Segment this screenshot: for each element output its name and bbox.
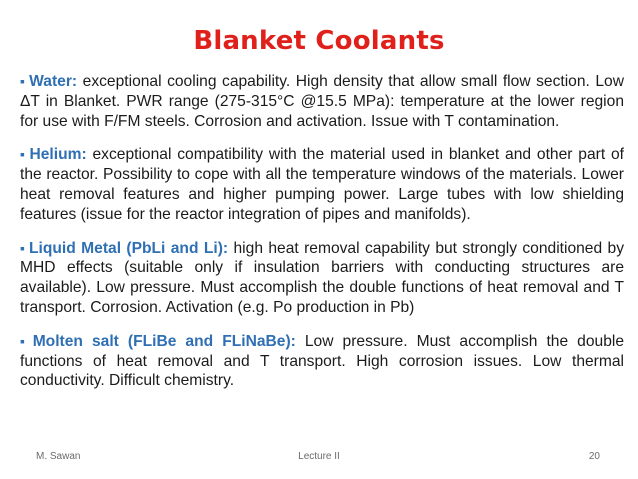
square-bullet-icon: ▪	[20, 332, 30, 349]
bullet-heading: Helium:	[29, 146, 87, 164]
slide-title: Blanket Coolants	[193, 26, 445, 56]
footer-page-number: 20	[588, 451, 600, 462]
bullet-heading: Liquid Metal (PbLi and Li):	[29, 239, 229, 257]
bullet-text: high heat removal capability but strongly conditioned by MHD effects (suitable only if insulation barriers with conducting structures are available). Low pressure. Must accomplish the double functions of heat removal and T transport. Corrosion. Activation (e.g. Po production in Pb)	[20, 239, 624, 316]
square-bullet-icon: ▪	[20, 146, 27, 163]
bullet-text: exceptional compatibility with the material used in blanket and other part of the reactor. Possibility to cope with all the temperature windows of the materials. Lower heat removal features and higher pumping power. Large tubes with low shielding features (issue for the reactor integration of pipes and manifolds).	[20, 146, 624, 223]
bullet-helium	[20, 145, 624, 224]
footer-author: M. Sawan	[36, 451, 81, 462]
bullet-water	[20, 72, 624, 131]
footer-lecture: Lecture II	[298, 451, 340, 462]
bullet-text: Low pressure. Must accomplish the double functions of heat removal and T transport. High corrosion issues. Low thermal conductivity. Difficult chemistry.	[20, 332, 624, 390]
bullet-heading: Molten salt (FLiBe and FLiNaBe):	[32, 332, 296, 350]
square-bullet-icon: ▪	[20, 239, 27, 256]
bullet-heading: Water:	[29, 73, 78, 90]
square-bullet-icon: ▪	[20, 73, 27, 89]
bullet-text: exceptional cooling capability. High density that allow small flow section. Low ΔT in Blanket. PWR range (275-315°C @15.5 MPa): temperature at the lower region for use with F/FM steels. Corrosion and activation. Issue with T contamination.	[20, 73, 624, 130]
bullet-liquid-metal	[20, 239, 624, 318]
bullet-molten-salt	[20, 332, 624, 391]
slide-content	[20, 72, 624, 434]
